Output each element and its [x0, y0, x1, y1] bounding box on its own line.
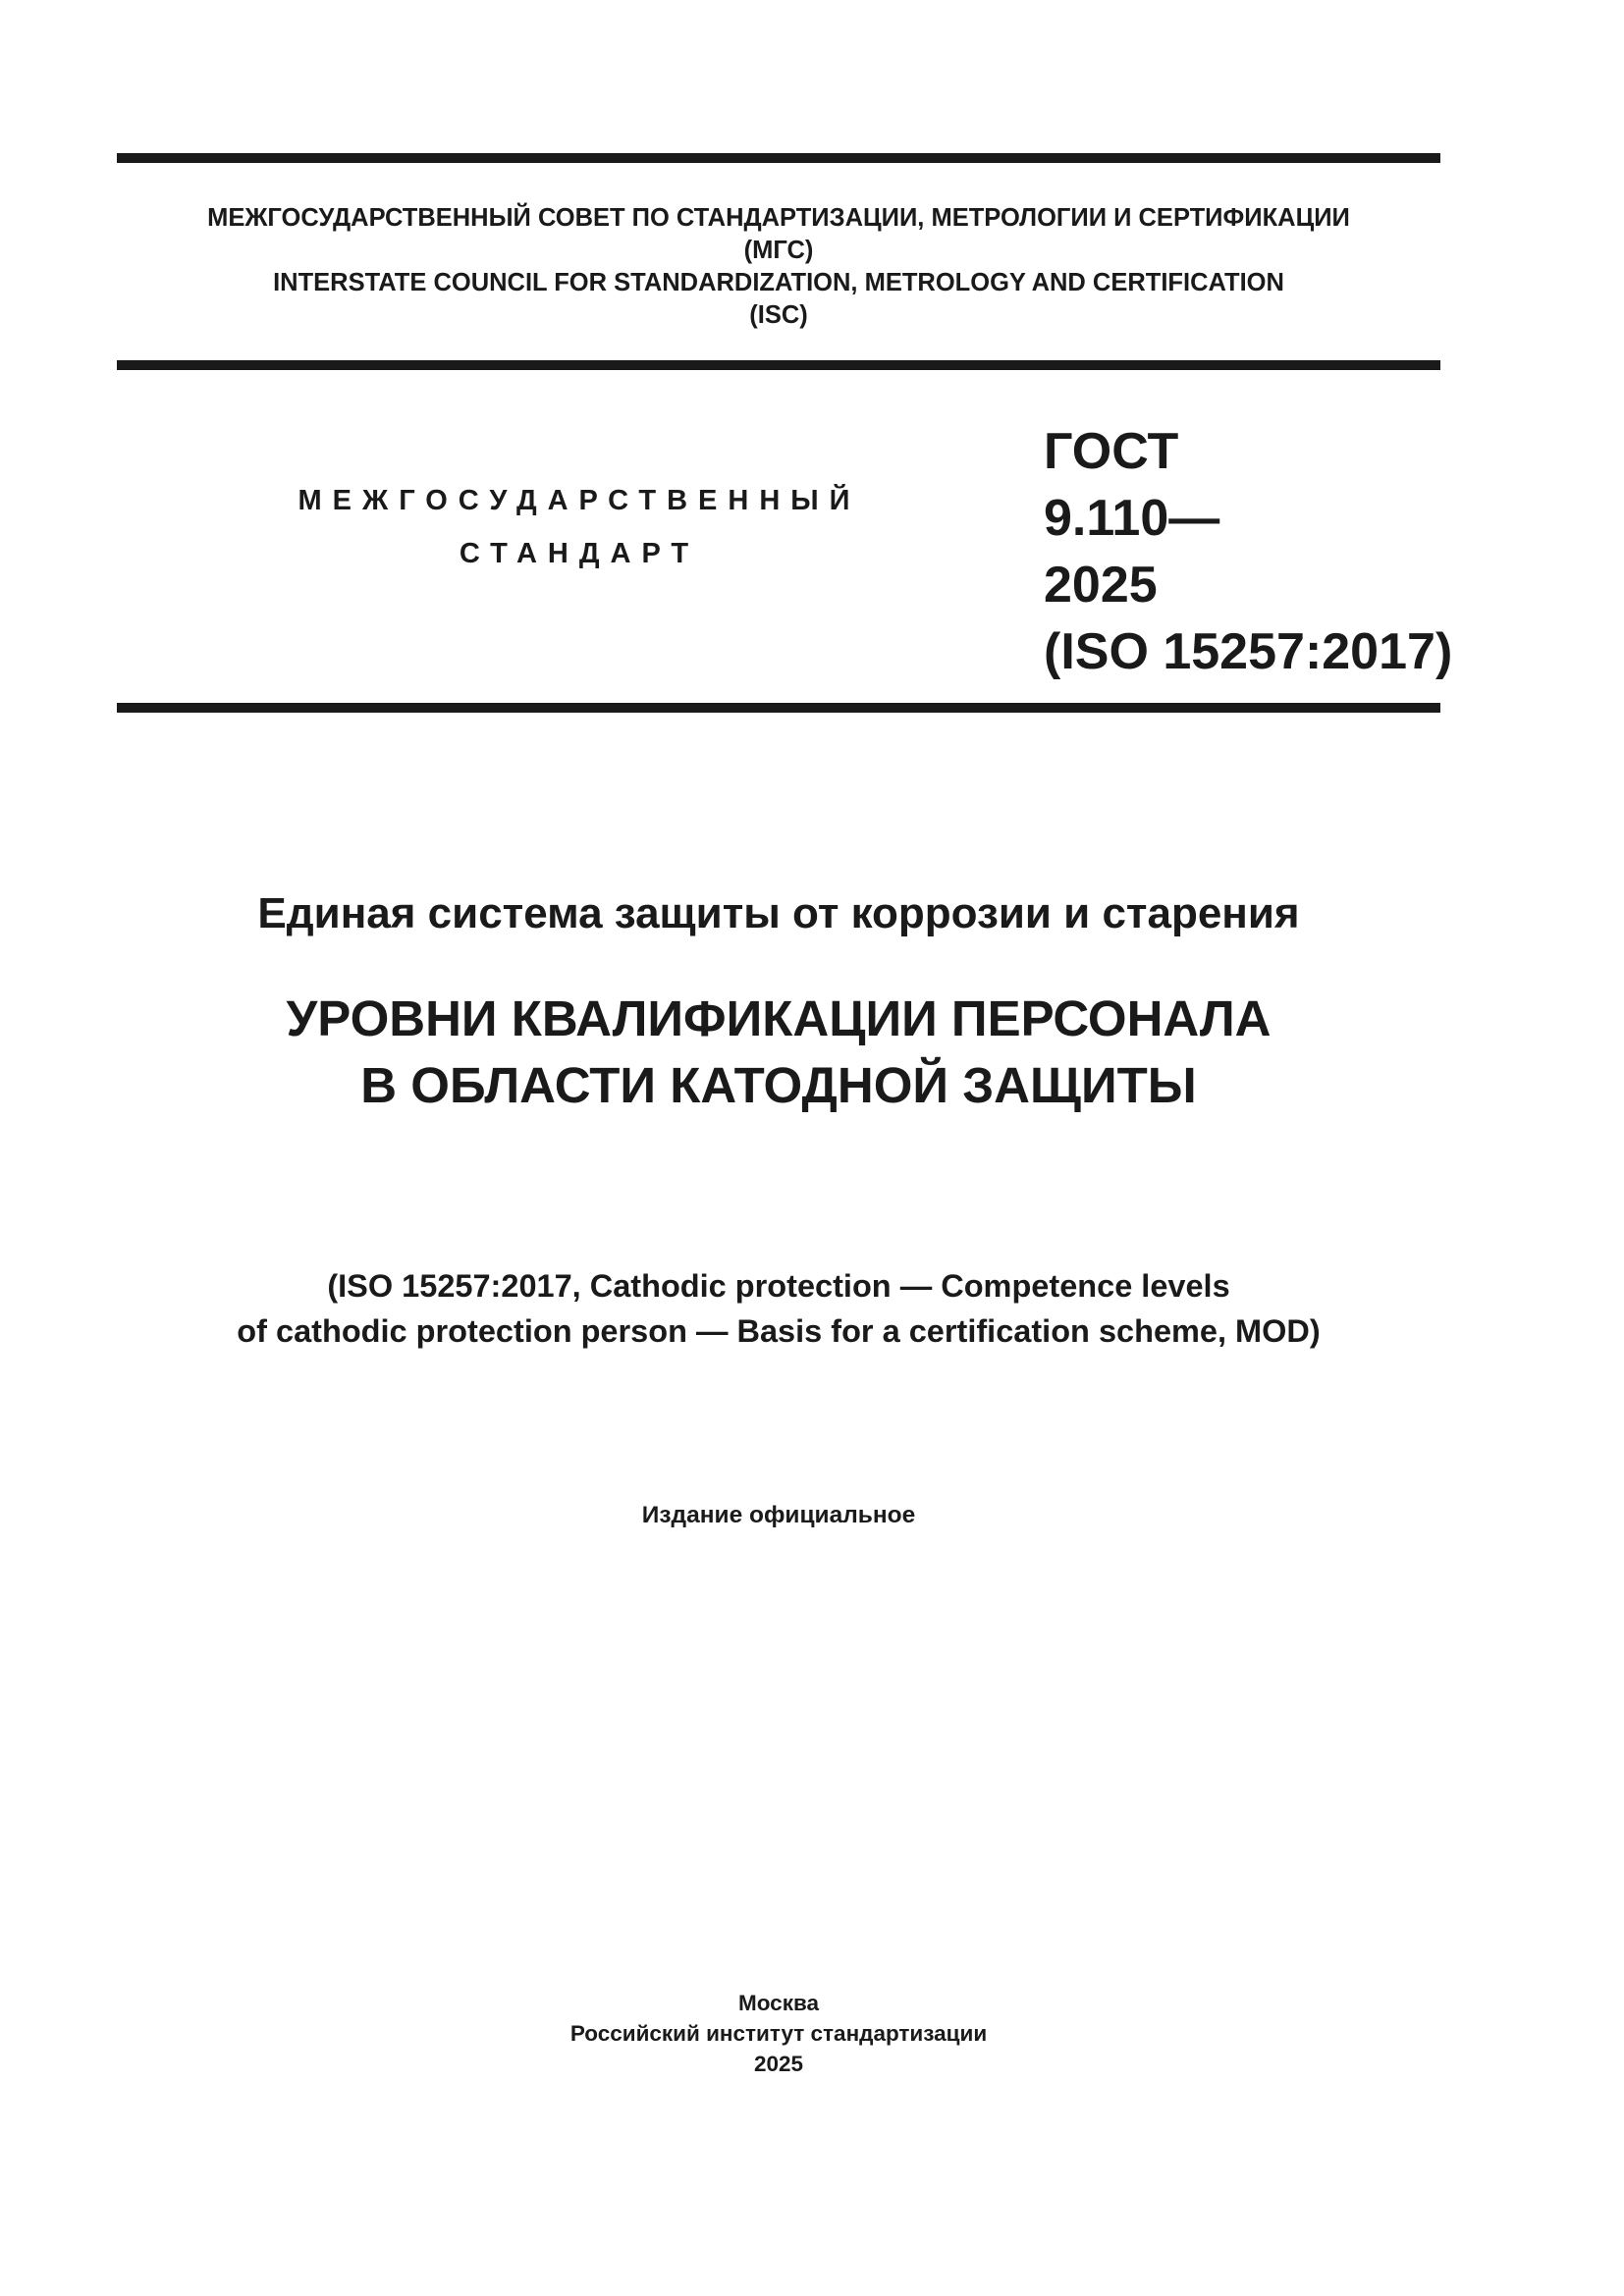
- gost-designation: [1044, 418, 1452, 685]
- council-abbr-en: (ISC): [749, 301, 808, 329]
- gost-year: 2025: [1044, 557, 1158, 614]
- imprint-city: Москва: [737, 1991, 819, 2015]
- council-name-ru: МЕЖГОСУДАРСТВЕННЫЙ СОВЕТ ПО СТАНДАРТИЗАЦИИ, МЕТРОЛОГИИ И СЕРТИФИКАЦИИ: [207, 204, 1350, 232]
- council-name-en: INTERSTATE COUNCIL FOR STANDARDIZATION, METROLOGY AND CERTIFICATION: [273, 269, 1284, 296]
- council-block: [117, 202, 1440, 332]
- gost-number: 9.110—: [1044, 490, 1220, 547]
- bottom-rule: [117, 703, 1440, 713]
- series-title: Единая система защиты от коррозии и старения: [257, 889, 1300, 937]
- edition-label: Издание официальное: [641, 1502, 916, 1528]
- standard-type-line2: СТАНДАРТ: [459, 538, 700, 569]
- middle-rule: [117, 360, 1440, 370]
- standard-type-line1: МЕЖГОСУДАРСТВЕННЫЙ: [298, 485, 861, 516]
- gost-label: ГОСТ: [1044, 423, 1179, 480]
- iso-equivalent-title: [0, 1263, 1557, 1354]
- imprint-year: 2025: [753, 2052, 804, 2076]
- imprint-publisher: Российский институт стандартизации: [569, 2021, 988, 2046]
- standard-type: [265, 474, 893, 580]
- gost-iso-reference: (ISO 15257:2017): [1044, 623, 1453, 680]
- council-abbr-ru: (МГС): [743, 237, 814, 264]
- document-title: [0, 986, 1557, 1119]
- iso-title-line2: of cathodic protection person — Basis for a certification scheme, MOD): [237, 1313, 1321, 1349]
- document-title-line2: В ОБЛАСТИ КАТОДНОЙ ЗАЩИТЫ: [360, 1057, 1197, 1113]
- document-title-line1: УРОВНИ КВАЛИФИКАЦИИ ПЕРСОНАЛА: [286, 990, 1272, 1046]
- imprint-block: [0, 1988, 1557, 2079]
- iso-title-line1: (ISO 15257:2017, Cathodic protection — Competence levels: [327, 1268, 1230, 1304]
- top-rule: [117, 153, 1440, 163]
